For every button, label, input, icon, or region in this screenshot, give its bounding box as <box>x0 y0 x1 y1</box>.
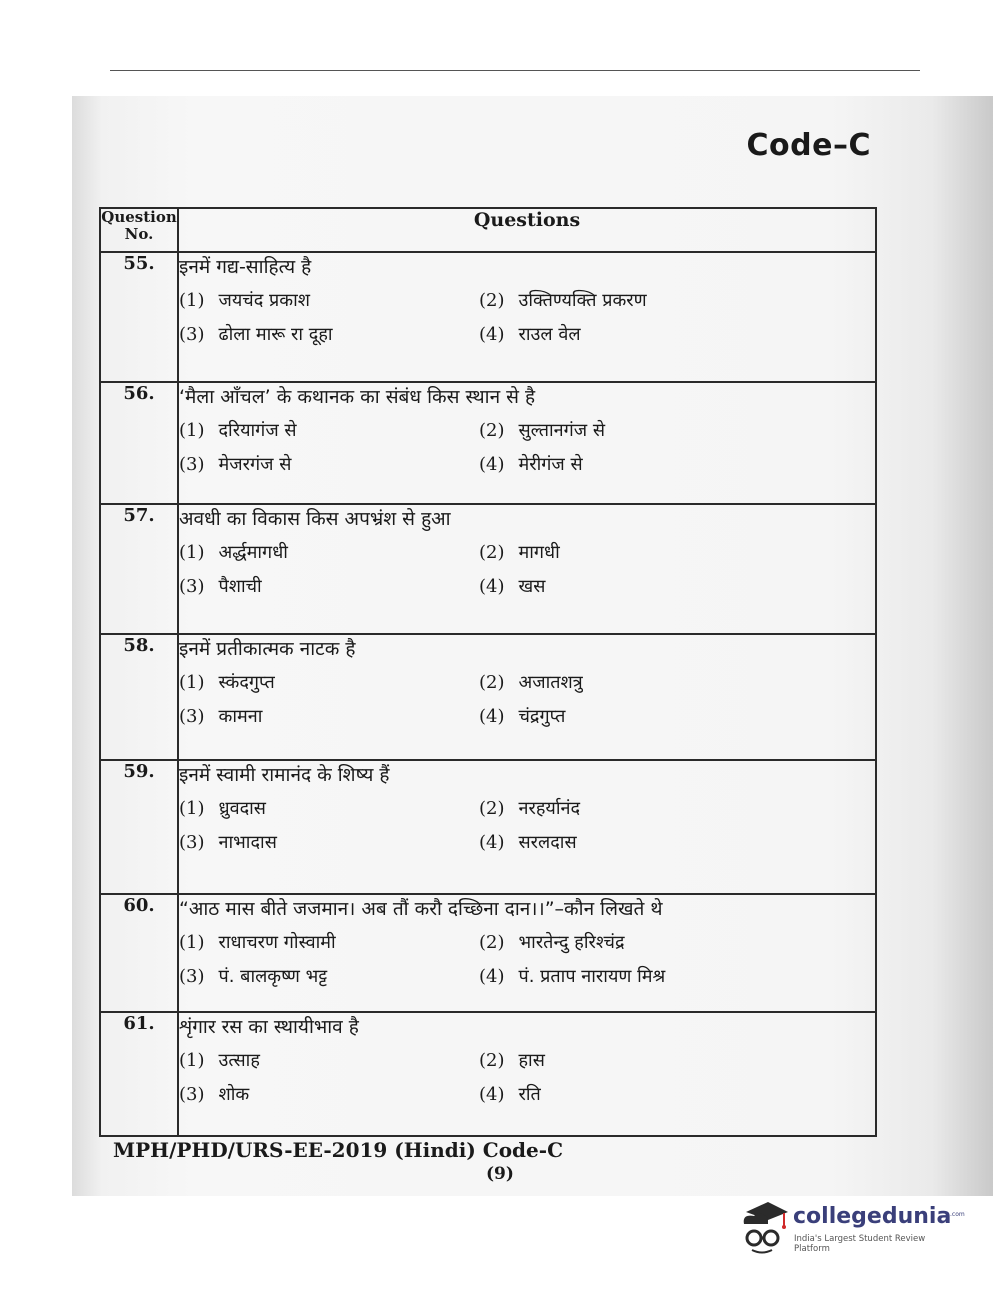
table-row <box>100 760 876 894</box>
watermark-brand: collegedunia <box>793 1204 952 1229</box>
student-mascot-icon <box>738 1198 790 1256</box>
option-number: (4) <box>479 454 505 475</box>
option-text: ढोला मारू रा दूहा <box>218 324 333 345</box>
table-row <box>100 634 876 760</box>
question-number: 59. <box>100 760 178 894</box>
question-body <box>178 252 876 382</box>
option-4 <box>479 1082 779 1106</box>
option-number: (3) <box>179 832 205 853</box>
option-4 <box>479 574 779 598</box>
option-1 <box>179 670 479 694</box>
option-text: रति <box>518 1084 541 1105</box>
option-1 <box>179 540 479 564</box>
collegedunia-watermark <box>738 1198 963 1258</box>
option-list <box>179 418 875 476</box>
option-1 <box>179 288 479 312</box>
option-number: (1) <box>179 290 205 311</box>
question-stem: “आठ मास बीते जजमान। अब तौं करौ दच्छिना दान।।”–कौन लिखते थे <box>179 898 663 920</box>
option-3 <box>179 574 479 598</box>
question-stem: अवधी का विकास किस अपभ्रंश से हुआ <box>179 508 451 530</box>
question-number: 60. <box>100 894 178 1012</box>
option-text: सुल्तानगंज से <box>518 420 605 441</box>
option-text: खस <box>518 576 546 597</box>
option-text: कामना <box>218 706 263 727</box>
option-number: (2) <box>479 932 505 953</box>
option-2 <box>479 796 779 820</box>
option-number: (4) <box>479 966 505 987</box>
option-number: (1) <box>179 1050 205 1071</box>
question-body <box>178 1012 876 1136</box>
table-row <box>100 504 876 634</box>
option-number: (4) <box>479 1084 505 1105</box>
option-number: (4) <box>479 832 505 853</box>
option-3 <box>179 1082 479 1106</box>
question-stem: इनमें स्वामी रामानंद के शिष्य हैं <box>179 764 390 786</box>
question-number: 61. <box>100 1012 178 1136</box>
option-text: पं. प्रताप नारायण मिश्र <box>518 966 666 987</box>
option-list <box>179 930 875 988</box>
option-number: (2) <box>479 542 505 563</box>
top-rule <box>110 70 920 71</box>
option-number: (2) <box>479 290 505 311</box>
column-header-question-no-line2: No. <box>124 225 154 243</box>
option-2 <box>479 1048 779 1072</box>
question-body <box>178 634 876 760</box>
questions-table <box>99 207 877 1137</box>
option-3 <box>179 830 479 854</box>
question-number: 58. <box>100 634 178 760</box>
option-text: पं. बालकृष्ण भट्ट <box>218 966 328 987</box>
option-number: (3) <box>179 324 205 345</box>
footer-exam-code: MPH/PHD/URS-EE-2019 (Hindi) Code-C <box>113 1138 563 1162</box>
option-text: जयचंद प्रकाश <box>218 290 310 311</box>
option-number: (1) <box>179 932 205 953</box>
question-number: 57. <box>100 504 178 634</box>
option-number: (3) <box>179 966 205 987</box>
option-number: (4) <box>479 576 505 597</box>
option-text: उक्तिण्यक्ति प्रकरण <box>518 290 647 311</box>
table-row <box>100 1012 876 1136</box>
option-3 <box>179 322 479 346</box>
page-number: (9) <box>486 1164 514 1184</box>
option-text: दरियागंज से <box>218 420 297 441</box>
option-number: (1) <box>179 672 205 693</box>
option-4 <box>479 452 779 476</box>
option-list <box>179 540 875 598</box>
option-number: (4) <box>479 706 505 727</box>
option-text: चंद्रगुप्त <box>518 706 566 727</box>
option-text: नरहर्यानंद <box>518 798 581 819</box>
option-list <box>179 670 875 728</box>
option-2 <box>479 930 779 954</box>
option-text: हास <box>518 1050 545 1071</box>
option-1 <box>179 796 479 820</box>
option-2 <box>479 540 779 564</box>
option-text: अजातशत्रु <box>518 672 583 693</box>
option-text: राउल वेल <box>518 324 581 345</box>
option-number: (2) <box>479 1050 505 1071</box>
question-stem: इनमें गद्य-साहित्य है <box>179 256 312 278</box>
question-stem: इनमें प्रतीकात्मक नाटक है <box>179 638 356 660</box>
option-text: मेरीगंज से <box>518 454 583 475</box>
question-stem: शृंगार रस का स्थायीभाव है <box>179 1016 359 1038</box>
option-4 <box>479 704 779 728</box>
code-header: Code–C <box>746 128 871 163</box>
option-number: (2) <box>479 420 505 441</box>
option-text: अर्द्धमागधी <box>218 542 288 563</box>
option-text: मेजरगंज से <box>218 454 292 475</box>
column-header-question-no-line1: Question <box>101 208 177 226</box>
question-body <box>178 382 876 504</box>
watermark-suffix: .com <box>950 1211 965 1218</box>
option-4 <box>479 322 779 346</box>
option-number: (3) <box>179 1084 205 1105</box>
table-row <box>100 252 876 382</box>
option-number: (2) <box>479 798 505 819</box>
option-1 <box>179 930 479 954</box>
option-text: नाभादास <box>218 832 277 853</box>
watermark-tagline: India's Largest Student Review Platform <box>794 1234 926 1254</box>
option-4 <box>479 964 779 988</box>
option-list <box>179 288 875 346</box>
option-number: (3) <box>179 706 205 727</box>
question-number: 56. <box>100 382 178 504</box>
option-text: सरलदास <box>518 832 577 853</box>
option-number: (1) <box>179 798 205 819</box>
option-text: मागधी <box>518 542 560 563</box>
column-header-question-no <box>100 208 178 252</box>
question-body <box>178 504 876 634</box>
option-text: शोक <box>218 1084 250 1105</box>
option-text: उत्साह <box>218 1050 260 1071</box>
option-3 <box>179 964 479 988</box>
option-number: (2) <box>479 672 505 693</box>
option-number: (3) <box>179 576 205 597</box>
option-4 <box>479 830 779 854</box>
option-3 <box>179 452 479 476</box>
option-2 <box>479 670 779 694</box>
option-text: भारतेन्दु हरिश्चंद्र <box>518 932 625 953</box>
option-2 <box>479 288 779 312</box>
column-header-questions: Questions <box>178 208 876 252</box>
option-text: पैशाची <box>218 576 262 597</box>
option-list <box>179 1048 875 1106</box>
option-number: (3) <box>179 454 205 475</box>
option-number: (1) <box>179 420 205 441</box>
option-3 <box>179 704 479 728</box>
question-stem: ‘मैला आँचल’ के कथानक का संबंध किस स्थान से है <box>179 386 536 408</box>
option-text: ध्रुवदास <box>218 798 266 819</box>
question-body <box>178 894 876 1012</box>
option-text: स्कंदगुप्त <box>218 672 275 693</box>
option-1 <box>179 1048 479 1072</box>
option-number: (1) <box>179 542 205 563</box>
question-number: 55. <box>100 252 178 382</box>
option-2 <box>479 418 779 442</box>
option-list <box>179 796 875 854</box>
option-number: (4) <box>479 324 505 345</box>
table-row <box>100 382 876 504</box>
option-text: राधाचरण गोस्वामी <box>218 932 336 953</box>
question-body <box>178 760 876 894</box>
option-1 <box>179 418 479 442</box>
table-row <box>100 894 876 1012</box>
